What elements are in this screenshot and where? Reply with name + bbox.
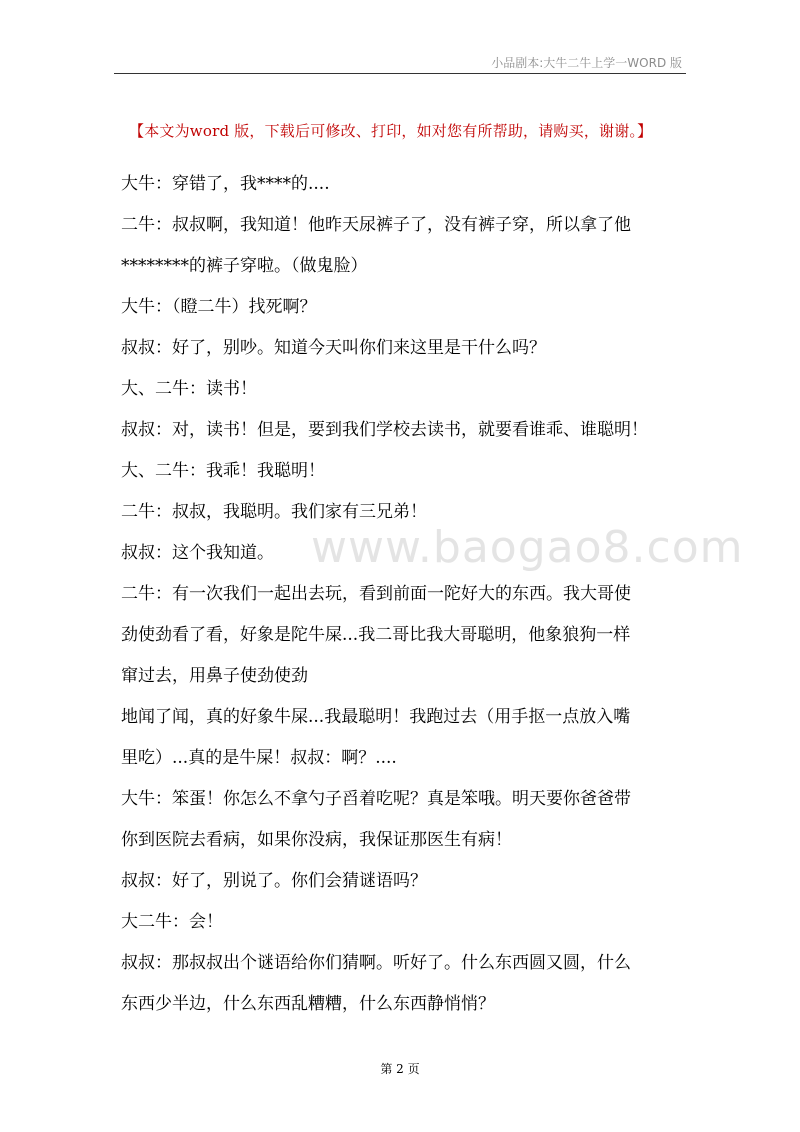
script-line: 叔叔：那叔叔出个谜语给你们猜啊。听好了。什么东西圆又圆，什么 <box>121 953 631 973</box>
script-line: 里吃）...真的是牛屎！叔叔：啊？.... <box>121 748 397 768</box>
watermark: www.baogao8.com <box>311 522 744 573</box>
script-line: 大牛：穿错了，我****的.... <box>121 174 330 194</box>
script-line: 大牛：（瞪二牛）找死啊？ <box>121 297 317 317</box>
script-line: 你到医院去看病，如果你没病，我保证那医生有病！ <box>121 830 512 850</box>
script-line: 地闻了闻，真的好象牛屎...我最聪明！我跑过去（用手抠一点放入嘴 <box>121 707 631 727</box>
script-line: 大牛：笨蛋！你怎么不拿勺子舀着吃呢？真是笨哦。明天要你爸爸带 <box>121 789 631 809</box>
script-line: 大二牛：会！ <box>121 912 223 932</box>
script-line: 大、二牛：读书！ <box>121 379 257 399</box>
header-divider <box>114 73 686 74</box>
page-number: 第 2 页 <box>380 1062 420 1076</box>
header-title: 小品剧本:大牛二牛上学一WORD 版 <box>491 56 682 70</box>
script-line: 叔叔：这个我知道。 <box>121 543 274 563</box>
script-line: 叔叔：对，读书！但是，要到我们学校去读书，就要看谁乖、谁聪明！ <box>121 420 648 440</box>
script-line: 大、二牛：我乖！我聪明！ <box>121 461 325 481</box>
script-line: 二牛：有一次我们一起出去玩，看到前面一陀好大的东西。我大哥使 <box>121 584 631 604</box>
script-line: ********的裤子穿啦。（做鬼脸） <box>121 256 368 276</box>
script-line: 东西少半边，什么东西乱糟糟，什么东西静悄悄？ <box>121 994 495 1014</box>
script-line: 叔叔：好了，别说了。你们会猜谜语吗？ <box>121 871 427 891</box>
script-line: 叔叔：好了，别吵。知道今天叫你们来这里是干什么吗？ <box>121 338 546 358</box>
script-line: 窜过去，用鼻子使劲使劲 <box>121 666 308 686</box>
script-line: 二牛：叔叔，我聪明。我们家有三兄弟！ <box>121 502 427 522</box>
script-body <box>121 164 687 1025</box>
script-line: 二牛：叔叔啊，我知道！他昨天尿裤子了，没有裤子穿，所以拿了他 <box>121 215 631 235</box>
script-line: 劲使劲看了看，好象是陀牛屎...我二哥比我大哥聪明，他象狼狗一样 <box>121 625 631 645</box>
purchase-notice: 【本文为word 版，下载后可修改、打印，如对您有所帮助，请购买，谢谢。】 <box>129 122 653 140</box>
